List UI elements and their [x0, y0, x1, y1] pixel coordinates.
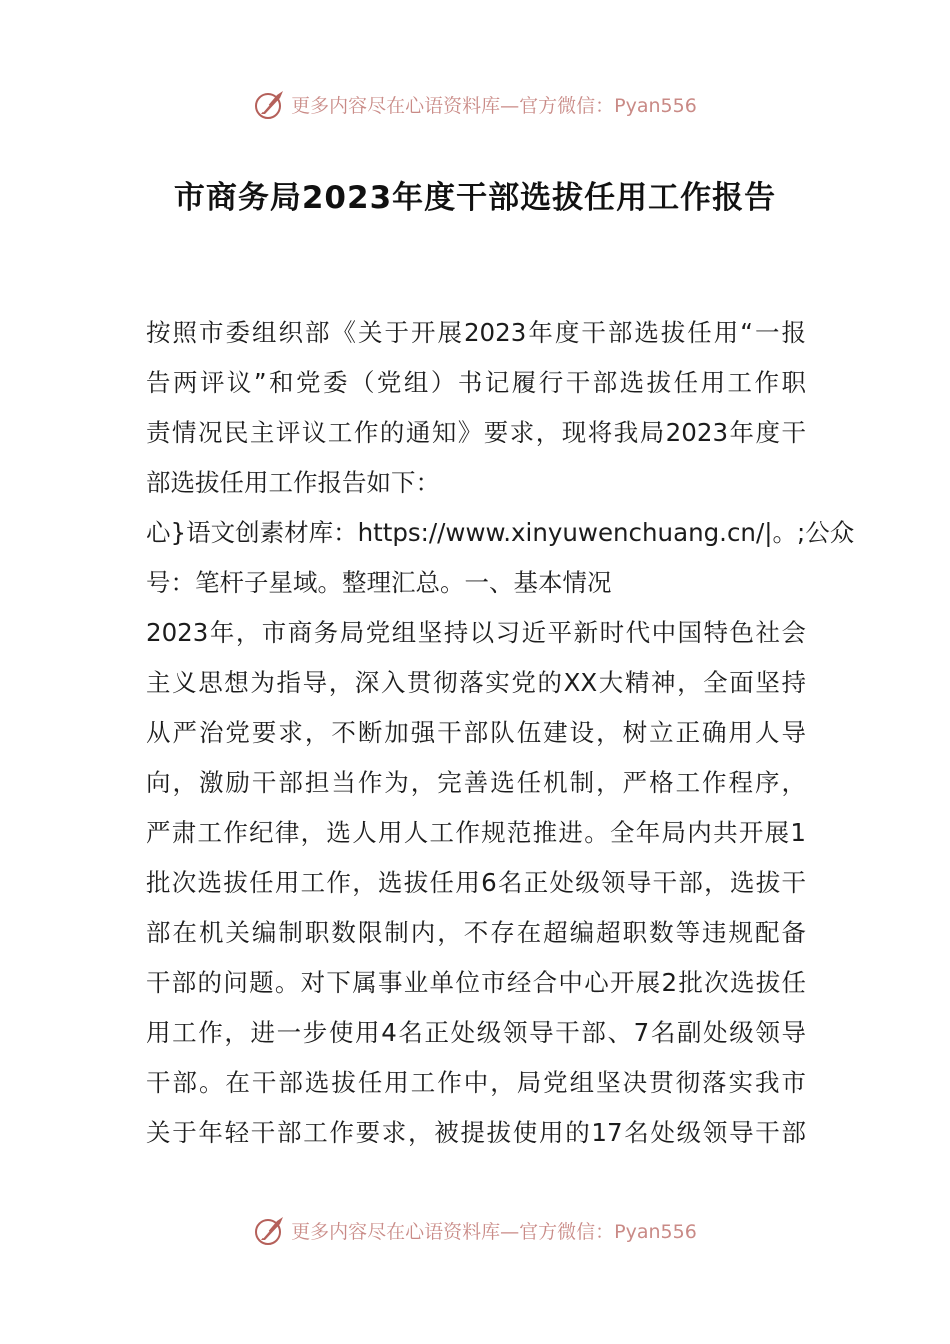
body-line: 告两评议”和党委（党组）书记履行干部选拔任用工作职: [146, 368, 806, 397]
watermark-label: 更多内容尽在心语资料库—官方微信：: [291, 94, 615, 117]
body-line: 号：笔杆子星域。整理汇总。一、基本情况: [146, 568, 612, 597]
body-line: 心}语文创素材库：https://www.xinyuwenchuang.cn/|。;公众: [146, 518, 855, 547]
watermark-text: [291, 1217, 697, 1244]
document-title: 市商务局2023年度干部选拔任用工作报告: [173, 180, 777, 216]
watermark-label: 更多内容尽在心语资料库—官方微信：: [291, 1220, 615, 1243]
watermark-handle: Pyan556: [614, 94, 697, 117]
body-line: 严肃工作纪律，选人用人工作规范推进。全年局内共开展1: [146, 818, 806, 847]
body-line: 关于年轻干部工作要求，被提拔使用的17名处级领导干部: [146, 1118, 806, 1147]
body-line: 部在机关编制职数限制内，不存在超编超职数等违规配备: [146, 918, 806, 947]
body-line: 按照市委组织部《关于开展2023年度干部选拔任用“一报: [146, 318, 806, 347]
watermark-handle: Pyan556: [614, 1220, 697, 1243]
header-watermark: [0, 84, 950, 124]
body-line: 干部的问题。对下属事业单位市经合中心开展2批次选拔任: [146, 968, 806, 997]
quill-pen-logo-icon: [253, 1213, 287, 1247]
body-line: 批次选拔任用工作，选拔任用6名正处级领导干部，选拔干: [146, 868, 806, 897]
body-line: 干部。在干部选拔任用工作中，局党组坚决贯彻落实我市: [146, 1068, 806, 1097]
watermark-text: [291, 91, 697, 118]
body-line: 部选拔任用工作报告如下：: [146, 468, 440, 497]
body-line: 主义思想为指导，深入贯彻落实党的XX大精神，全面坚持: [146, 668, 806, 697]
footer-watermark: [0, 1210, 950, 1250]
body-line: 2023年，市商务局党组坚持以习近平新时代中国特色社会: [146, 618, 806, 647]
document-body: [146, 308, 855, 1158]
body-line: 从严治党要求，不断加强干部队伍建设，树立正确用人导: [146, 718, 806, 747]
body-line: 向，激励干部担当作为，完善选任机制，严格工作程序，: [146, 768, 806, 797]
body-line: 用工作，进一步使用4名正处级领导干部、7名副处级领导: [146, 1018, 806, 1047]
body-line: 责情况民主评议工作的通知》要求，现将我局2023年度干: [146, 418, 806, 447]
quill-pen-logo-icon: [253, 87, 287, 121]
